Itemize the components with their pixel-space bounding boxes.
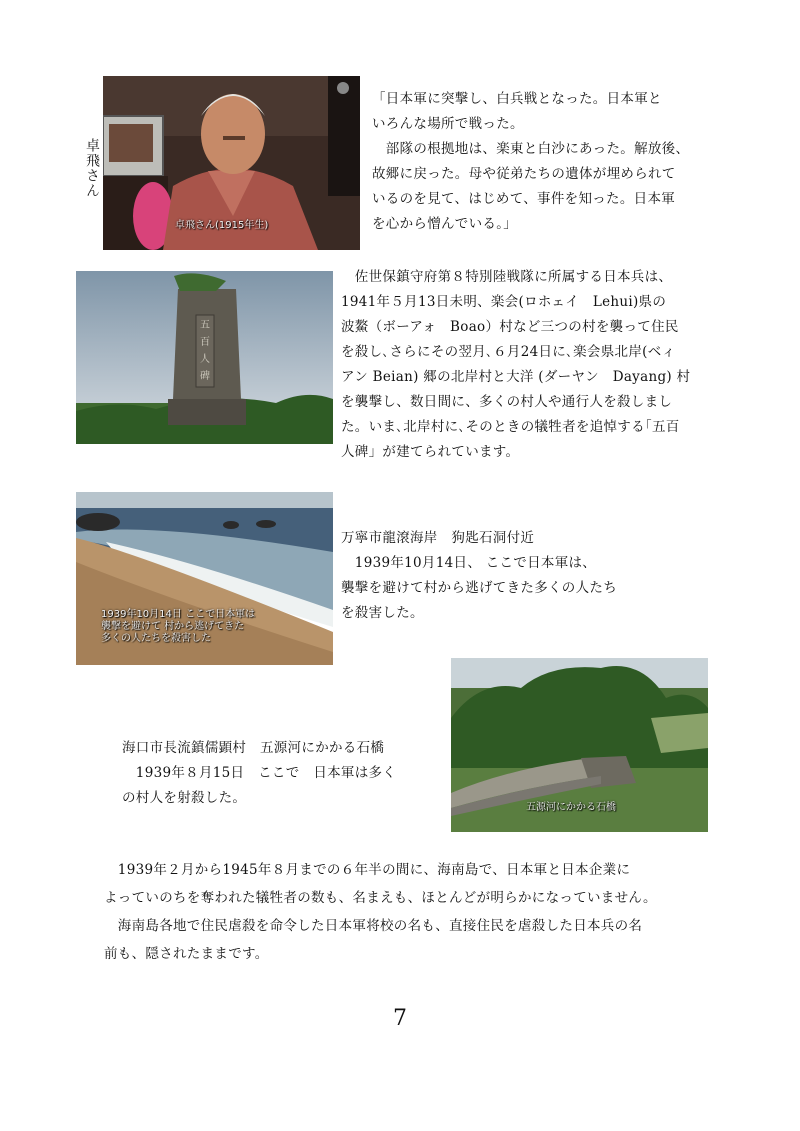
- paragraph-line: 人碑」が建てられています。: [341, 444, 520, 460]
- paragraph-line: アン Beian) 郷の北岸村と大洋 (ダーヤン Dayang) 村: [341, 369, 691, 385]
- quote-line: いろんな場所で戦った。: [372, 116, 524, 132]
- quote-line: 故郷に戻った。母や従弟たちの遺体が埋められて: [372, 166, 676, 182]
- quote-line: 「日本軍に突撃し、白兵戦となった。日本軍と: [372, 91, 662, 107]
- paragraph-line: 波鰲（ボーアォ Boao）村など三つの村を襲って住民: [341, 319, 679, 335]
- caption-line: 多くの人たちを殺害した: [101, 633, 211, 644]
- caption-line: 1939年10月14日 ここで日本軍は: [101, 609, 256, 620]
- beach-text: [341, 526, 617, 626]
- man-photo: [103, 76, 360, 250]
- bridge-line: 海口市長流鎮儒顕村 五源河にかかる石橋: [122, 740, 385, 756]
- closing-line: 前も、隠されたままです。: [104, 946, 269, 962]
- beach-line: 万寧市龍滾海岸 狗匙石洞付近: [341, 530, 535, 546]
- bridge-text: [122, 736, 396, 811]
- paragraph-line: た。いま､北岸村に､そのときの犠牲者を追悼する｢五百: [341, 419, 680, 435]
- beach-line: を殺害した。: [341, 605, 424, 621]
- closing-line: 海南島各地で住民虐殺を命令した日本軍将校の名も、直接住民を虐殺した日本兵の名: [104, 918, 643, 934]
- paragraph-line: を殺し､さらにその翌月､６月24日に､楽会県北岸(ベィ: [341, 344, 676, 360]
- page-number: 7: [393, 1006, 407, 1031]
- quote-line: いるのを見て、はじめて、事件を知った。日本軍: [372, 191, 676, 207]
- bridge-photo-caption: 五源河にかかる石橋: [526, 802, 616, 813]
- caption-line: 襲撃を避けて 村から逃げてきた: [101, 621, 245, 632]
- closing-line: 1939年２月から1945年８月までの６年半の間に、海南島で、日本軍と日本企業に: [104, 862, 631, 878]
- closing-paragraph: [104, 856, 657, 968]
- monument-inscription: 五百人碑: [200, 320, 210, 382]
- monument-photo: [76, 271, 333, 444]
- beach-photo-caption: [101, 609, 255, 645]
- bridge-line: 1939年８月15日 ここで 日本軍は多く: [122, 765, 397, 781]
- quote-line: 部隊の根拠地は、楽東と白沙にあった。解放後、: [372, 141, 690, 157]
- massacre-paragraph: [341, 265, 690, 465]
- man-photo-caption: 卓飛さん(1915年生): [175, 220, 269, 231]
- closing-line: よっていのちを奪われた犠牲者の数も、名まえも、ほとんどが明らかになっていません。: [104, 890, 657, 906]
- paragraph-line: 1941年５月13日未明、楽会(ロホェイ Lehui)県の: [341, 294, 667, 310]
- bridge-line: の村人を射殺した。: [122, 790, 247, 806]
- beach-line: 1939年10月14日、 ここで日本軍は、: [341, 555, 597, 571]
- person-label: 卓飛さん: [84, 138, 100, 198]
- quote-line: を心から憎んでいる。」: [372, 216, 518, 232]
- quote-block: [372, 87, 689, 237]
- bridge-photo: [451, 658, 708, 832]
- beach-photo: [76, 492, 333, 665]
- paragraph-line: 佐世保鎮守府第８特別陸戦隊に所属する日本兵は、: [341, 269, 673, 285]
- beach-line: 襲撃を避けて村から逃げてきた多くの人たち: [341, 580, 617, 596]
- paragraph-line: を襲撃し、数日間に、多くの村人や通行人を殺しまし: [341, 394, 673, 410]
